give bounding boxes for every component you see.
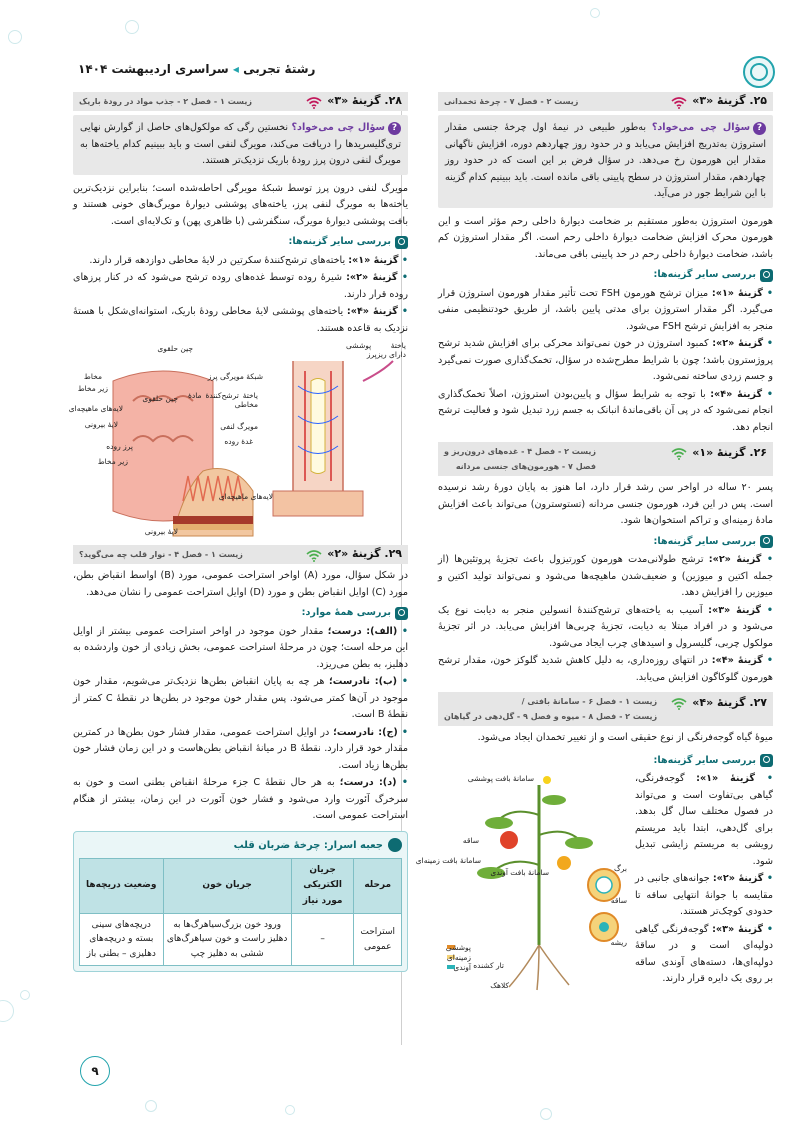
- fig-label-ground-system: سامانهٔ بافت زمینه‌ای: [415, 855, 481, 865]
- q29-meta: زیست ۱ - فصل ۴ - نوار قلب چه می‌گوید؟: [79, 549, 243, 559]
- fig-label-muscle-layers-2: لایه‌های ماهیچه‌ای: [218, 492, 273, 501]
- intestine-figure: [68, 341, 408, 541]
- search-icon: [395, 607, 408, 620]
- q25-review-heading: بررسی سایر گزینه‌ها:: [438, 267, 773, 284]
- q27-meta: زیست ۱ - فصل ۶ - سامانهٔ بافتی / زیست ۲ - فصل ۸ - میوه و فصل ۹ - گل‌دهی در گیاهان: [444, 697, 658, 722]
- signal-green-icon: [671, 698, 687, 708]
- q28-option-1: • گزینهٔ «۱»: یاخته‌های ترشح‌کنندهٔ سکرتین در لایهٔ مخاطی دوازدهه قرار دارند.: [89, 254, 408, 266]
- legend-epidermal: پوششی: [445, 942, 471, 952]
- decor-circle: [0, 1000, 14, 1022]
- q25-title: ۲۵. گزینهٔ «۳»: [692, 94, 767, 108]
- fig-label-muscle-layers: لایه‌های ماهیچه‌ای: [68, 404, 123, 413]
- logo-icon: [743, 56, 775, 88]
- secret-box-title: جعبه اسرار: چرخهٔ ضربان قلب: [79, 837, 402, 854]
- left-column: [68, 92, 408, 972]
- q29-header: [73, 545, 408, 564]
- fig-label-outer-layer-2: لایهٔ بیرونی: [144, 527, 178, 536]
- fig-label-mucus-cell: یاختهٔ ترشح‌کنندهٔ مادهٔ مخاطی: [188, 391, 258, 409]
- q29-item-a: • (الف): درست؛ مقدار خون موجود در اواخر استراحت عمومی بیشتر از اوایل این مرحله است؛ چون در مرحلهٔ استراحت عمومی، بخش زیادی از خون واردشده به دهلیز، به بطن می‌ریزد.: [73, 625, 408, 670]
- fig-label-vascular-system: سامانهٔ بافت آوندی: [490, 867, 549, 877]
- fig-label-stem-section: ساقه: [610, 895, 627, 905]
- table-header: جریان الکتریکی مورد نیاز: [291, 858, 354, 913]
- header-title: رشتهٔ تجربی ◂ سراسری اردیبهشت ۱۴۰۴: [78, 62, 316, 76]
- q26-meta: زیست ۲ - فصل ۴ - غده‌های درون‌ریز و فصل ۷ - هورمون‌های جنسی مردانه: [444, 447, 596, 472]
- q27-option-2: • گزینهٔ «۲»: جوانه‌های جانبی در مقایسه با جوانهٔ انتهایی ساقه تا حدودی کوچک‌تر هستند.: [635, 873, 773, 917]
- fig-label-epidermal-system: سامانهٔ بافت پوششی: [467, 773, 534, 783]
- fig-label-outer-layer: لایهٔ بیرونی: [84, 420, 118, 429]
- fig-label-submucosa: زیر مخاط: [77, 384, 108, 393]
- table-header: مرحله: [354, 858, 402, 913]
- legend-ground: زمینه‌ای: [446, 952, 471, 962]
- q26-header: [438, 442, 773, 476]
- signal-green-icon: [671, 448, 687, 458]
- q28-option-4: • گزینهٔ «۴»: یاخته‌های پوششی لایهٔ مخاطی رودهٔ باریک، استوانه‌ای‌شکل با هستهٔ نزدیک به قاعده هستند.: [73, 306, 408, 334]
- q25-box-text: به‌طور طبیعی در نیمهٔ اول چرخهٔ جنسی مقدار استروژن به‌تدریج افزایش می‌یابد و در حدود روز چهاردهم دوره، افزایش ناگهانی مقدار این هورمون رخ می‌دهد. در سؤال فرض بر این است که در حدود روز چهاردهم، مقدار استروژن در سطح پایینی باقی مانده است. باید ببینیم کدام گزینه با این شرایط جور در می‌آید.: [445, 122, 766, 199]
- q26-option-3: • گزینهٔ «۳»: آسیب به یاخته‌های ترشح‌کنندهٔ انسولین منجر به دیابت نوع یک می‌شود و در افراد مبتلا به دیابت، تجزیهٔ چربی‌ها افزایش می‌یابد. در اثر تجزیهٔ مولکول چربی، گلیسرول و اسیدهای چرب ایجاد می‌شود.: [438, 604, 773, 649]
- q25-box-lead: سؤال چی می‌خواد؟: [651, 122, 750, 133]
- q25-option-1: • گزینهٔ «۱»: میزان ترشح هورمون FSH تحت تأثیر مقدار هورمون استروژن قرار می‌گیرد. اگر مقدار استروژن برای مدتی پایین باشد، از طریق خودتنظیمی منفی منجر به افزایش ترشح FSH می‌شود.: [438, 287, 773, 332]
- tomato-plant-figure: [415, 755, 629, 995]
- q29-review-heading: بررسی همهٔ موارد:: [73, 605, 408, 622]
- page-number: ۹: [80, 1056, 110, 1086]
- q29-title: ۲۹. گزینهٔ «۲»: [327, 547, 402, 561]
- q27-review-heading: بررسی سایر گزینه‌ها:: [635, 753, 773, 770]
- q26-body: پسر ۲۰ ساله در اواخر سن رشد قرار دارد، اما هنوز به پایان دورهٔ رشد نرسیده است. پس در این فرد، هورمون جنسی مردانه (تستوسترون) می‌تواند باعث افزایش مادهٔ زمینه‌ای و تراکم استخوان‌ها شود.: [438, 482, 773, 526]
- q29-item-c: • (ج): نادرست؛ در اوایل استراحت عمومی، مقدار فشار خون بطن‌ها در کمترین مقدار خود قرار دارد. نقطهٔ B در میانهٔ انقباض بطن‌هاست و در این زمان فشار خون بطن‌ها زیاد است.: [73, 726, 408, 771]
- decor-circle: [540, 1108, 552, 1120]
- legend-vascular: آوندی: [453, 962, 471, 972]
- fig-label-mucosa: مخاط: [83, 372, 102, 381]
- search-icon: [760, 269, 773, 282]
- fig-label-leaf: برگ: [614, 863, 627, 873]
- fig-label-intestinal-gland: غدهٔ روده: [224, 437, 253, 446]
- fig-label-root-cap: کلاهک: [490, 980, 509, 990]
- q29-item-d: • (د): درست؛ به هر حال نقطهٔ C جزء مرحلهٔ انقباض بطنی است و خون به سرخرگ آئورت وارد می‌شود و فشار خون آئورت در این زمان، بیشتر از هنگام استراحت عمومی است.: [73, 777, 408, 821]
- fig-label-submucosa-2: زیر مخاط: [97, 457, 128, 466]
- q26-option-4: • گزینهٔ «۴»: در انتهای روزه‌داری، به دلیل کاهش شدید گلوکز خون، مقدار ترشح هورمون گلوکاگون افزایش می‌یابد.: [438, 655, 773, 683]
- fig-label-lacteal: مویرگ لنفی: [220, 422, 258, 431]
- table-row: [80, 914, 402, 966]
- q25-option-2: • گزینهٔ «۲»: کمبود استروژن در خون نمی‌تواند محرکی برای افزایش شدید ترشح پروژسترون باشد؛ چون با شرایط مطرح‌شده در سؤال، تخمک‌گذاری صورت نمی‌گیرد و جسم زردی ساخته نمی‌شود.: [438, 338, 773, 382]
- table-header-row: [80, 858, 402, 913]
- decor-circle: [8, 30, 22, 44]
- fig-label-villus: پرز روده: [106, 442, 133, 451]
- q26-title: ۲۶. گزینهٔ «۱»: [692, 446, 767, 459]
- decor-circle: [590, 8, 600, 18]
- page-header: [30, 52, 775, 92]
- q28-option-2: • گزینهٔ «۲»: شیرهٔ روده توسط غده‌های روده ترشح می‌شود که در کنار پرزهای روده قرار دارند.: [73, 272, 408, 300]
- fig-label-root-hair: تار کشنده: [473, 960, 504, 970]
- q28-title: ۲۸. گزینهٔ «۳»: [327, 94, 402, 108]
- q28-body: مویرگ لنفی درون پرز توسط شبکهٔ مویرگی احاطه‌شده است؛ بنابراین نزدیک‌ترین یاخته‌ها به مویرگ لنفی پرز، یاخته‌های پوششی دیوارهٔ مویرگ‌های خونی هستند و بافت پوششی دیوارهٔ مویرگ، سنگفرشی (با ظاهری پهن) و تک‌لایه‌ای است.: [73, 182, 408, 227]
- question-mark-icon: ?: [753, 122, 766, 135]
- right-column: [415, 92, 774, 999]
- q28-what-question: ?سؤال چی می‌خواد؟ نخستین رگی که مولکول‌های حاصل از گوارش نهایی تری‌گلیسریدها را دریافت می‌کند، مویرگ لنفی است و باید ببینیم کدام یاخته‌ها به مویرگ لنفی درون پرز رودهٔ باریک نزدیک‌تر هستند.: [73, 115, 408, 175]
- fig-label-capillary-network: شبکهٔ مویرگی پرز: [207, 372, 263, 381]
- q25-option-4: • گزینهٔ «۴»: با توجه به شرایط سؤال و پایین‌بودن استروژن، اصلاً تخمک‌گذاری انجام نمی‌شود که در پی آن باقی‌ماندهٔ انبانک به جسم زرد تبدیل شود و فعالیت ترشح انجام دهد.: [438, 388, 773, 433]
- table-header: وضعیت دریچه‌ها: [80, 858, 164, 913]
- decor-circle: [145, 1100, 157, 1112]
- q26-option-2: • گزینهٔ «۲»: ترشح طولانی‌مدت هورمون کورتیزول باعث تجزیهٔ پروتئین‌ها (از جمله اکتین و میوزین) و ضعیف‌شدن ماهیچه‌ها می‌شود و نمی‌تواند تولید اکتین و میوزین را افزایش دهد.: [438, 554, 774, 598]
- table-cell: دریچه‌های سینی بسته و دریچه‌های دهلیزی – بطنی باز: [80, 914, 164, 966]
- fig-label-epithelial-cell: یاختهٔ پوششی دارای ریزپرز: [346, 341, 406, 359]
- fig-label-circular-fold-2: چین حلقوی: [142, 394, 178, 403]
- decor-circle: [285, 1105, 295, 1115]
- q27-option-1: • گزینهٔ «۱»: گوجه‌فرنگی، گیاهی بی‌تفاوت است و می‌تواند در فصول مختلف سال گل بدهد. برای گل‌دهی، ابتدا باید مریستم رویشی به مریستم زایشی تبدیل شود.: [635, 773, 773, 867]
- decor-circle: [125, 20, 139, 34]
- signal-pink-icon: [306, 97, 322, 107]
- q28-review-heading: بررسی سایر گزینه‌ها:: [73, 234, 408, 251]
- q27-body: میوهٔ گیاه گوجه‌فرنگی از نوع حقیقی است و از تغییر تخمدان ایجاد می‌شود.: [477, 732, 773, 743]
- fig-label-stem: ساقه: [462, 835, 479, 845]
- q27-title: ۲۷. گزینهٔ «۴»: [692, 696, 767, 709]
- search-icon: [760, 754, 773, 767]
- signal-pink-icon: [671, 97, 687, 107]
- fig-label-root: ریشه: [610, 937, 627, 947]
- heart-cycle-table: [79, 858, 402, 967]
- search-icon: [760, 535, 773, 548]
- decor-circle: [20, 990, 30, 1000]
- table-cell: ورود خون بزرگ‌سیاهرگ‌ها به دهلیز راست و خون سیاهرگ‌های ششی به دهلیز چپ: [163, 914, 291, 966]
- q29-item-b: • (ب): نادرست؛ هر چه به پایان انقباض بطن‌ها نزدیک‌تر می‌شویم، مقدار خون موجود در آن‌ها کمتر می‌شود. پس مقدار خون موجود در بطن‌ها در نقطهٔ C کمتر از نقطهٔ B است.: [73, 676, 408, 720]
- q25-header: [438, 92, 773, 111]
- q27-header: [438, 692, 773, 726]
- q25-meta: زیست ۲ - فصل ۷ - چرخهٔ تخمدانی: [444, 96, 579, 106]
- fig-label-circular-fold: چین حلقوی: [157, 344, 193, 353]
- q25-body: هورمون استروژن به‌طور مستقیم بر ضخامت دیوارهٔ داخلی رحم مؤثر است و این هورمون محرک افزایش ضخامت دیوارهٔ داخلی رحم است. اگر مقدار استروژن کم باشد، ضخامت دیوارهٔ داخلی رحم در حد پایینی باقی می‌ماند.: [438, 215, 773, 260]
- secret-box: [73, 831, 408, 973]
- question-mark-icon: ?: [388, 122, 401, 135]
- q26-review-heading: بررسی سایر گزینه‌ها:: [438, 534, 773, 551]
- q28-header: [73, 92, 408, 111]
- q29-body: در شکل سؤال، مورد (A) اواخر استراحت عمومی، مورد (B) اواسط انقباض بطن، مورد (C) اوایل انقباض بطن و مورد (D) اوایل استراحت عمومی را نشان می‌دهد.: [73, 570, 408, 598]
- table-cell: استراحت عمومی: [354, 914, 402, 966]
- q28-meta: زیست ۱ - فصل ۲ - جذب مواد در رودهٔ باریک: [79, 96, 252, 106]
- search-icon: [395, 236, 408, 249]
- q25-what-question: [438, 115, 773, 208]
- table-header: جریان خون: [163, 858, 291, 913]
- signal-green-icon: [306, 550, 322, 560]
- q27-option-3: • گزینهٔ «۳»: گوجه‌فرنگی گیاهی دولپه‌ای است و در ساقهٔ دولپه‌ای‌ها، دسته‌های آوندی ساقه بر روی یک دایره قرار دارند.: [635, 923, 774, 984]
- treasure-box-icon: [388, 838, 402, 852]
- table-cell: –: [291, 914, 354, 966]
